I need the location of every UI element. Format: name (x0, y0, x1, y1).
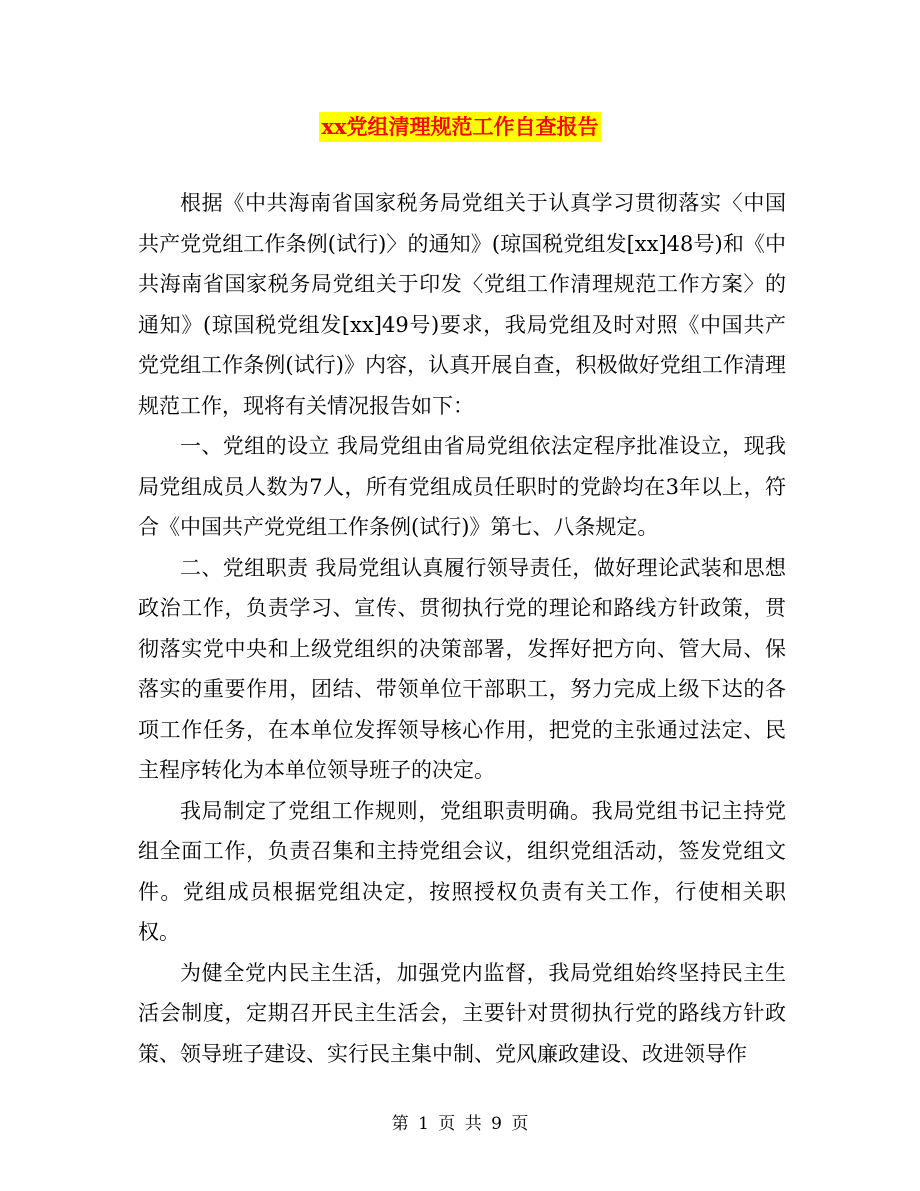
document-title: xx党组清理规范工作自查报告 (319, 112, 600, 142)
paragraph-duties: 二、党组职责 我局党组认真履行领导责任，做好理论武装和思想政治工作，负责学习、宣传、贯彻执行党的理论和路线方针政策，贯彻落实党中央和上级党组织的决策部署，发挥好把方向、管大局、保落实的重要作用，团结、带领单位干部职工，努力完成上级下达的各项工作任务，在本单位发挥领导核心作用，把党的主张通过法定、民主程序转化为本单位领导班子的决定。 (138, 555, 786, 782)
paragraph-rules: 我局制定了党组工作规则，党组职责明确。我局党组书记主持党组全面工作，负责召集和主持党组会议，组织党组活动，签发党组文件。党组成员根据党组决定，按照授权负责有关工作，行使相关职权。 (138, 798, 786, 944)
paragraph-democratic-life: 为健全党内民主生活，加强党内监督，我局党组始终坚持民主生活会制度，定期召开民主生活会，主要针对贯彻执行党的路线方针政策、领导班子建设、实行民主集中制、党风廉政建设、改进领导作 (138, 960, 786, 1066)
page-number-footer: 第 1 页 共 9 页 (391, 1114, 529, 1134)
paragraph-intro: 根据《中共海南省国家税务局党组关于认真学习贯彻落实〈中国共产党党组工作条例(试行)〉的通知》(琼国税党组发[xx]48号)和《中共海南省国家税务局党组关于印发〈党组工作清理规范工作方案〉的通知》(琼国税党组发[xx]49号)要求，我局党组及时对照《中国共产党党组工作条例(试行)》内容，认真开展自查，积极做好党组工作清理规范工作，现将有关情况报告如下： (138, 191, 786, 418)
title-container (0, 112, 920, 142)
paragraph-establishment: 一、党组的设立 我局党组由省局党组依法定程序批准设立，现我局党组成员人数为7人，所有党组成员任职时的党龄均在3年以上，符合《中国共产党党组工作条例(试行)》第七、八条规定。 (138, 434, 786, 539)
document-body (138, 183, 786, 1074)
